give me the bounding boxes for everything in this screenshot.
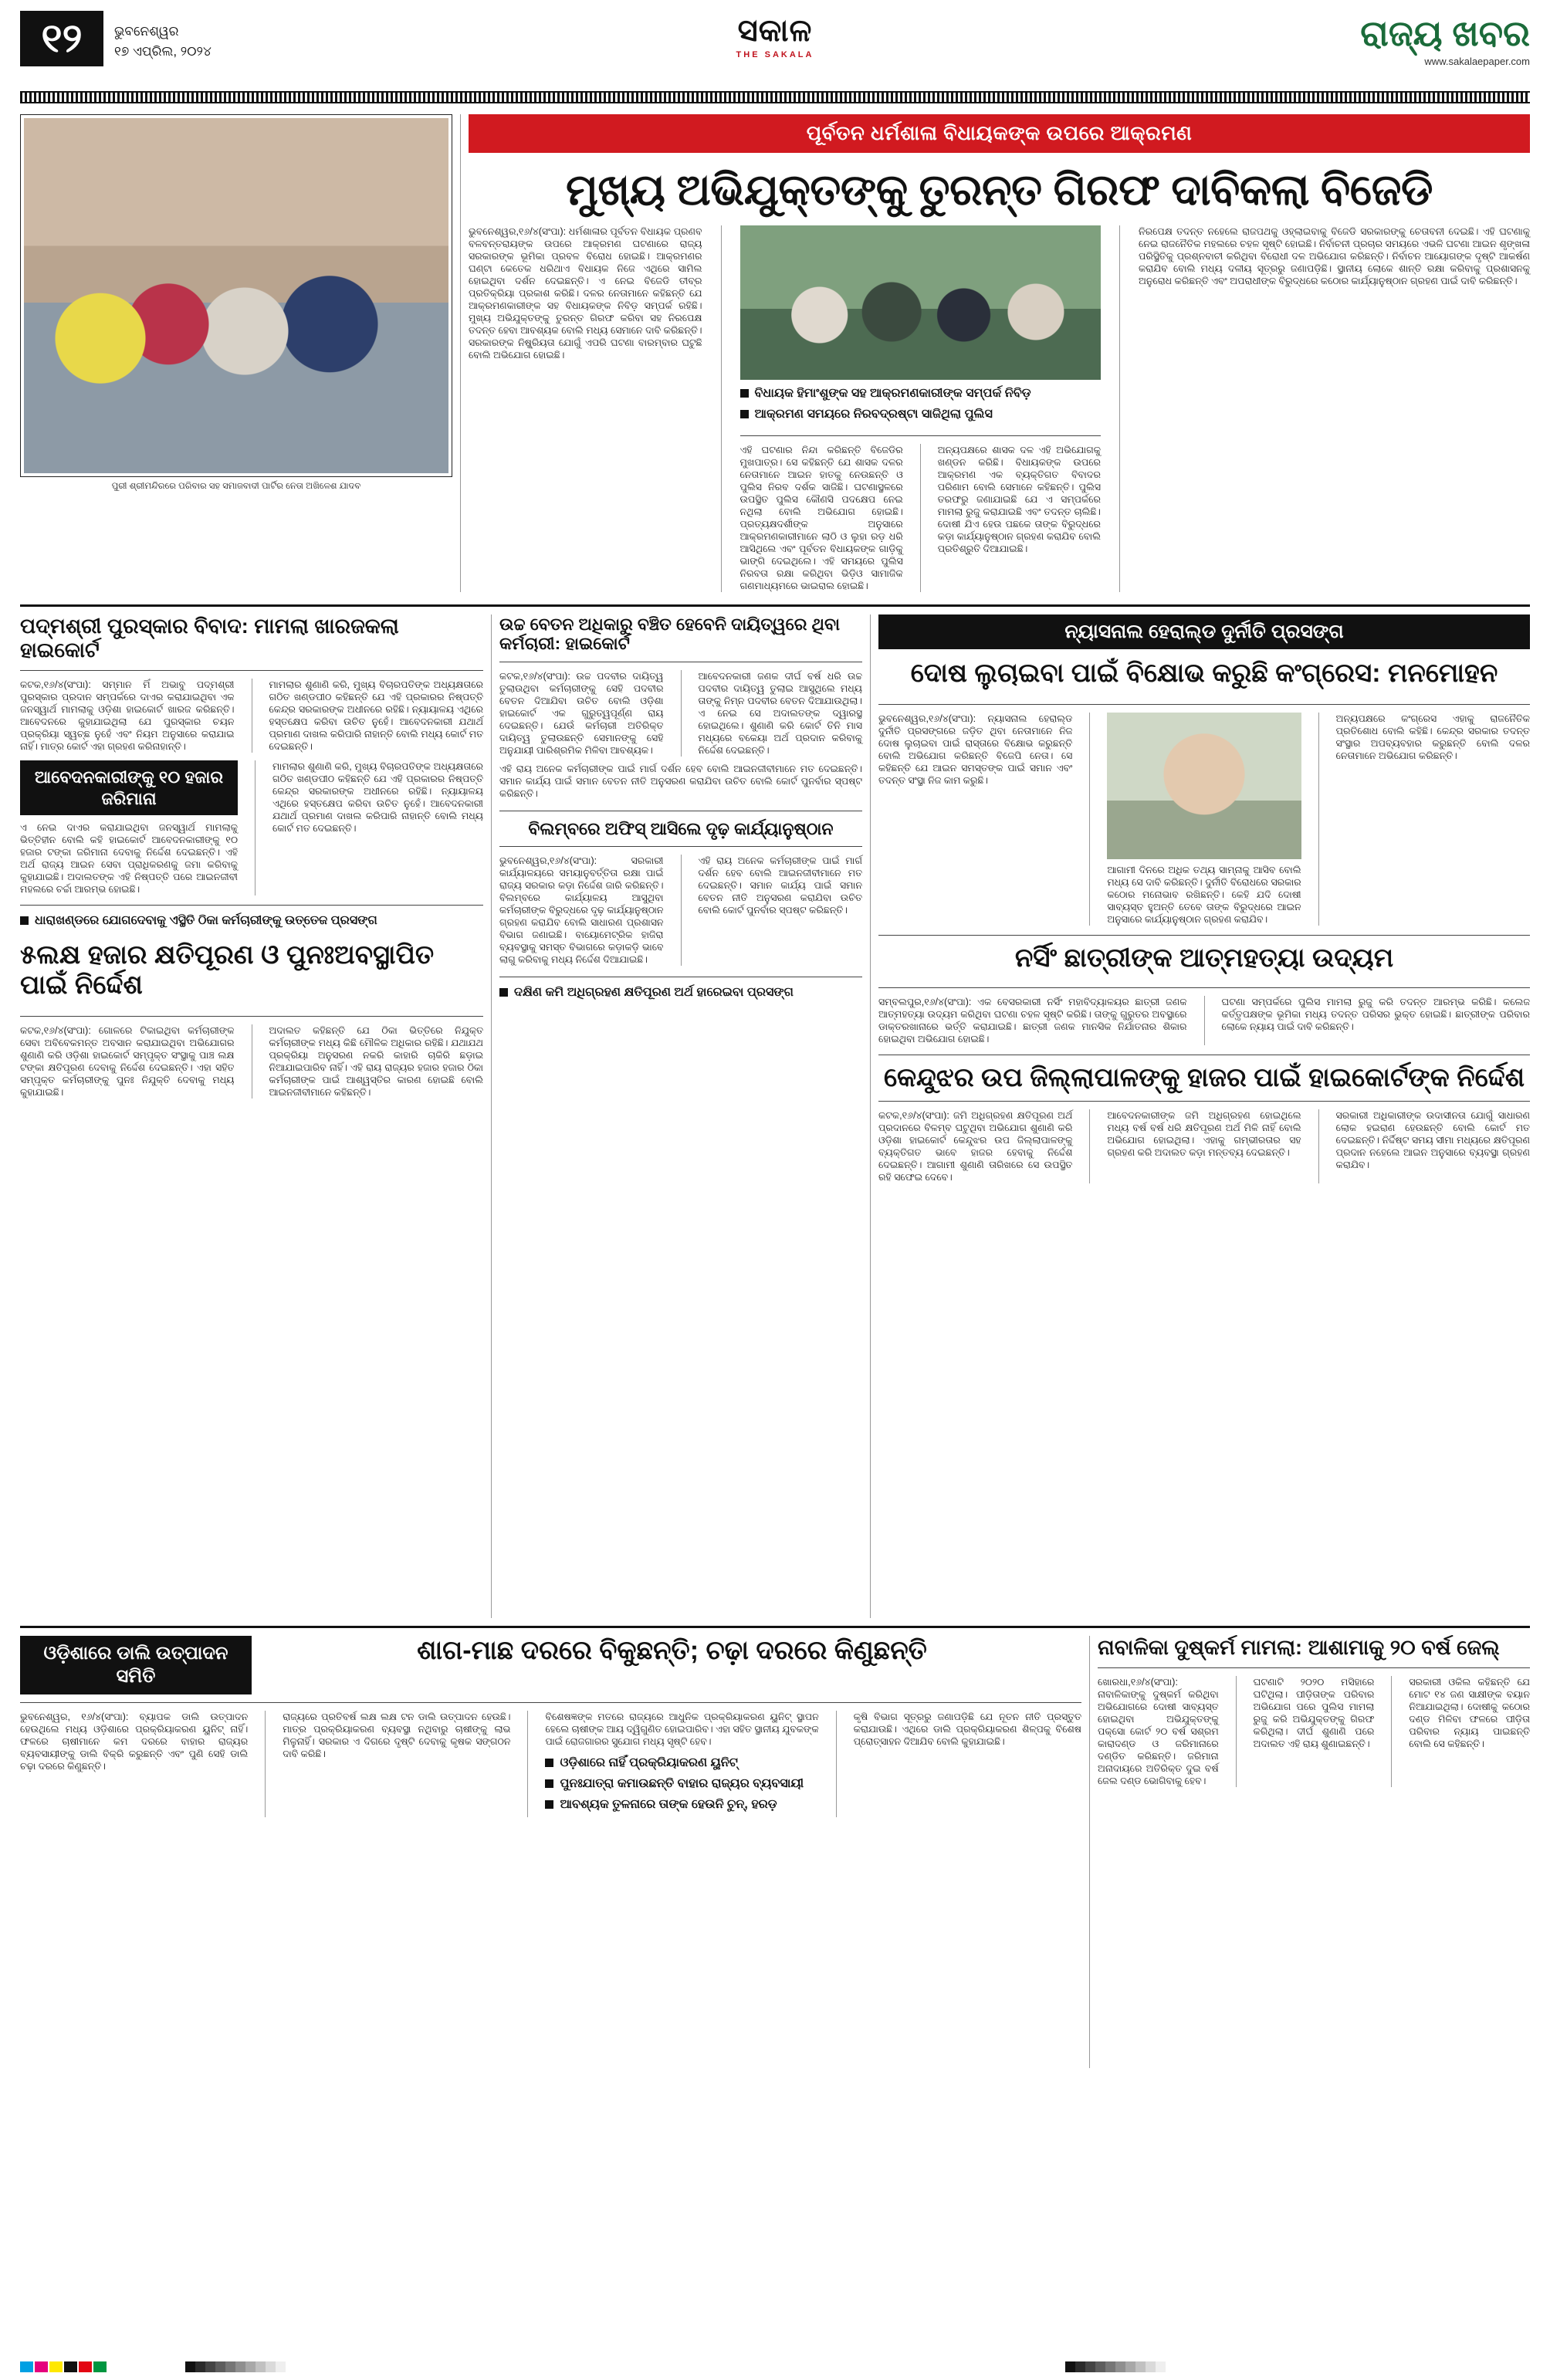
divider	[740, 435, 1102, 436]
lead-col4-text: ନିରପେକ୍ଷ ତଦନ୍ତ ନହେଲେ ରାଜପଥକୁ ଓହ୍ଲାଇବାକୁ ବିଜେଡି ସରକାରଙ୍କୁ ଚେତାବନୀ ଦେଇଛି। ଏହି ଘଟଣାକୁ ନେଇ ରାଜନୈତିକ ମହଲରେ ଚହଳ ସୃଷ୍ଟି ହୋଇଛି। ନିର୍ବାଚନୀ ପ୍ରଚାର ସମୟରେ ଏଭଳି ଘଟଣା ଆଇନ ଶୃଙ୍ଖଳା ପରିସ୍ଥିତିକୁ ପ୍ରଶ୍ନବାଚୀ କରିଥିବା ବିରୋଧୀ ଦଳ ଅଭିଯୋଗ କରିଛନ୍ତି। ନିର୍ବାଚନ ଆୟୋଗଙ୍କ ଦୃଷ୍ଟି ଆକର୍ଷଣ କରାଯିବ ବୋଲି ମଧ୍ୟ ଦଳୀୟ ସୂତ୍ରରୁ ଜଣାପଡ଼ିଛି। ସ୍ଥାନୀୟ ଲୋକେ ଶାନ୍ତି ରକ୍ଷା କରିବାକୁ ପ୍ରଶାସନକୁ ଅନୁରୋଧ କରିଛନ୍ତି ଏବଂ ଅପରାଧୀଙ୍କ ବିରୁଦ୍ଧରେ କଠୋର କାର୍ଯ୍ୟାନୁଷ୍ଠାନ ଗ୍ରହଣ ପାଇଁ ଦାବି କରିଛନ୍ତି।	[1139, 226, 1530, 287]
divider	[836, 1711, 837, 1817]
lead-photo-column	[20, 114, 452, 592]
pulses-bullet-1-text: ଓଡ଼ିଶାରେ ନାହିଁ ପ୍ରକ୍ରିୟାକରଣ ୟୁନିଟ୍	[560, 1755, 738, 1769]
square-bullet-icon	[545, 1759, 553, 1767]
divider	[20, 905, 483, 906]
lead-column-2	[740, 225, 1102, 592]
pulses-bullets	[545, 1755, 818, 1817]
nurse-col1: ସମ୍ବଲପୁର,୧୬/୪(ସଂପା): ଏକ ବେସରକାରୀ ନର୍ସିଂ ମହାବିଦ୍ୟାଳୟର ଛାତ୍ରୀ ଜଣକ ଆତ୍ମହତ୍ୟା ଉଦ୍ୟମ କରିଥିବା ଘଟଣା ଚହଳ ସୃଷ୍ଟି କରିଛି। ତାଙ୍କୁ ଗୁରୁତର ଅବସ୍ଥାରେ ଡାକ୍ତରଖାନାରେ ଭର୍ତ୍ତି କରାଯାଇଛି। ଛାତ୍ରୀ ଜଣକ ମାନସିକ ନିର୍ଯାତନାର ଶିକାର ହୋଇଥିବା ଅଭିଯୋଗ ହୋଇଛି।	[878, 997, 1187, 1045]
lead-bullet-2-text: ଆକ୍ରମଣ ସମୟରେ ନିରବଦ୍ରଷ୍ଟା ସାଜିଥିଲା ପୁଲିସ	[754, 408, 993, 421]
pulses-col1: ଭୁବନେଶ୍ୱର, ୧୬/୪(ସଂପା): ବ୍ୟାପକ ଡାଲି ଉତ୍ପାଦନ ହେଉଥିଲେ ମଧ୍ୟ ଓଡ଼ିଶାରେ ପ୍ରକ୍ରିୟାକରଣ ୟୁନିଟ୍ ନାହିଁ। ଫଳରେ ଚାଷୀମାନେ କମ ଦରରେ ବାହାର ରାଜ୍ୟର ବ୍ୟବସାୟୀଙ୍କୁ ଡାଲି ବିକ୍ରି କରୁଛନ୍ତି ଏବଂ ପୁଣି ସେହି ଡାଲି ଚଢ଼ା ଦରରେ କିଣୁଛନ୍ତି।	[20, 1711, 249, 1772]
keonjhar-headline: କେନ୍ଦୁଝର ଉପ ଜିଲ୍ଲାପାଳଙ୍କୁ ହାଜର ପାଇଁ ହାଇକୋର୍ଟଙ୍କ ନିର୍ଦ୍ଦେଶ	[883, 1063, 1525, 1093]
keonjhar-col2: ଆବେଦନକାରୀଙ୍କ ଜମି ଅଧିଗ୍ରହଣ ହୋଇଥିଲେ ମଧ୍ୟ ବର୍ଷ ବର୍ଷ ଧରି କ୍ଷତିପୂରଣ ଅର୍ଥ ମିଳି ନାହିଁ ବୋଲି ଅଭିଯୋଗ ହୋଇଥିଲା। ଏହାକୁ ଗମ୍ଭୀରତାର ସହ ଗ୍ରହଣ କରି ଅଦାଲତ କଡ଼ା ମନ୍ତବ୍ୟ ଦେଇଛନ୍ତି।	[1107, 1110, 1301, 1159]
keonjhar-body	[878, 1109, 1530, 1183]
herald-headline: ଦୋଷ ଲୁଚାଇବା ପାଇଁ ବିକ୍ଷୋଭ କରୁଛି କଂଗ୍ରେସ: ମନମୋହନ	[910, 658, 1498, 688]
pulses-bullet-2-text: ପୁନଃଯାତ୍ରା କମାଉଛନ୍ତି ବାହାର ରାଜ୍ୟର ବ୍ୟବସାୟୀ	[560, 1776, 804, 1790]
fine-subheadline: ଆବେଦନକାରୀଙ୍କୁ ୧୦ ହଜାର ଜରିମାନା	[20, 760, 238, 815]
square-bullet-icon	[740, 389, 749, 398]
pulses-bullet-2	[545, 1776, 818, 1793]
masthead-right	[1360, 11, 1530, 67]
keonjhar-col3: ସରକାରୀ ଅଧିକାରୀଙ୍କ ଉଦାସୀନତା ଯୋଗୁଁ ସାଧାରଣ ଲୋକ ହଇରାଣ ହେଉଛନ୍ତି ବୋଲି କୋର୍ଟ ମତ ଦେଇଛନ୍ତି। ନିର୍ଦ୍ଦିଷ୍ଟ ସମୟ ସୀମା ମଧ୍ୟରେ କ୍ଷତିପୂରଣ ପ୍ରଦାନ ନହେଲେ ଆଇନ ଅନୁସାରେ ବ୍ୟବସ୍ଥା ଗ୍ରହଣ କରାଯିବ।	[1335, 1110, 1530, 1171]
compensation-col1: କଟକ,୧୬/୪(ସଂପା): ଗୋଳରେ ଟିକାଇଥିବା କର୍ମଚାରୀଙ୍କ ସେବା ଅବିବେକମନ୍ତ ଅବସାନ କରାଯାଇଥିବା ଅଭିଯୋଗର ଶୁଣାଣି କରି ଓଡ଼ିଶା ହାଇକୋର୍ଟ ସମ୍ପୃକ୍ତ ସଂସ୍ଥାକୁ ପାଞ୍ଚ ଲକ୍ଷ ଟଙ୍କା କ୍ଷତିପୂରଣ ଦେବାକୁ ନିର୍ଦ୍ଦେଶ ଦେଇଛନ୍ତି। ଏହା ସହିତ ସମ୍ପୃକ୍ତ କର୍ମଚାରୀଙ୍କୁ ପୁନଃ ନିଯୁକ୍ତି ଦେବାକୁ ମଧ୍ୟ କୁହାଯାଇଛି।	[20, 1025, 235, 1099]
masthead-left	[20, 11, 212, 66]
divider	[460, 114, 461, 592]
nurse-headline: ନର୍ସିଂ ଛାତ୍ରୀଙ୍କ ଆତ୍ମହତ୍ୟା ଉଦ୍ୟମ	[1014, 943, 1394, 973]
divider	[878, 704, 1530, 705]
divider	[878, 935, 1530, 936]
padmashri-sub-block	[20, 760, 483, 895]
pulses-body	[20, 1711, 1081, 1817]
minor-case-col3: ସରକାରୀ ଓକିଲ କହିଛନ୍ତି ଯେ ମୋଟ ୧୪ ଜଣ ସାକ୍ଷୀଙ୍କ ବୟାନ ନିଆଯାଇଥିଲା। ଦୋଷୀକୁ କଠୋର ଦଣ୍ଡ ମିଳିବା ଫଳରେ ପୀଡ଼ିତା ପରିବାର ନ୍ୟାୟ ପାଇଛନ୍ତି ବୋଲି ସେ କହିଛନ୍ତି।	[1409, 1677, 1531, 1750]
wages-body	[499, 670, 862, 757]
swatch-black	[64, 2361, 77, 2372]
swatch-magenta	[35, 2361, 48, 2372]
masthead-rule	[20, 91, 1530, 103]
pulses-story	[20, 1636, 1081, 2068]
herald-body	[878, 713, 1530, 926]
bottom-section	[20, 1636, 1530, 2068]
keonjhar-kicker-text: ଦକ୍ଷିଣ କମି ଅଧିଗ୍ରହଣ କ୍ଷତିପୂରଣ ଅର୍ଥ ହାରେଇବା ପ୍ରସଙ୍ଗ	[514, 985, 794, 999]
divider	[1318, 1109, 1319, 1183]
publication-logo: ସକାଳ	[737, 14, 813, 48]
padmashri-headline: ପଦ୍ମଶ୍ରୀ ପୁରସ୍କାର ବିବାଦ: ମାମଲା ଖାରଜକଲା ହାଇକୋର୍ଟ	[20, 614, 399, 662]
divider	[1089, 713, 1090, 926]
lead-body	[469, 225, 1530, 592]
divider	[1119, 225, 1120, 592]
keonjhar-kicker	[499, 985, 862, 1001]
pulses-col4: କୃଷି ବିଭାଗ ସୂତ୍ରରୁ ଜଣାପଡ଼ିଛି ଯେ ନୂତନ ନୀତି ପ୍ରସ୍ତୁତ କରାଯାଉଛି। ଏଥିରେ ଡାଲି ପ୍ରକ୍ରିୟାକରଣ ଶିଳ୍ପକୁ ବିଶେଷ ପ୍ରୋତ୍ସାହନ ଦିଆଯିବ ବୋଲି କୁହାଯାଇଛି।	[853, 1711, 1081, 1747]
swatch-green	[93, 2361, 107, 2372]
nurse-body	[878, 996, 1530, 1045]
press-conference-figure	[740, 225, 1102, 380]
masthead	[20, 11, 1530, 85]
padmashri-sub-left	[20, 760, 238, 895]
compensation-col2: ଅଦାଲତ କହିଛନ୍ତି ଯେ ଠିକା ଭିତ୍ତିରେ ନିଯୁକ୍ତ କର୍ମଚାରୀଙ୍କ ମଧ୍ୟ କିଛି ମୌଳିକ ଅଧିକାର ରହିଛି। ଯଥାଯଥ ପ୍ରକ୍ରିୟା ଅନୁସରଣ ନକରି କାହାରି ଚାକିରି ଛଡ଼ାଇ ନିଆଯାଇପାରିବ ନାହିଁ। ଏହି ରାୟ ରାଜ୍ୟର ହଜାର ହଜାର ଠିକା କର୍ମଚାରୀଙ୍କ ପାଇଁ ଆଶ୍ୱସ୍ତିର କାରଣ ହୋଇଛି ବୋଲି ଆଇନଜୀବୀମାନେ କହିଛନ୍ତି।	[269, 1025, 483, 1099]
lead-bullet-1-text: ବିଧାୟକ ହିମାଂଶୁଙ୍କ ସହ ଆକ୍ରମଣକାରୀଙ୍କ ସମ୍ପର୍କ ନିବିଡ଼	[754, 387, 1031, 401]
square-bullet-icon	[545, 1779, 553, 1788]
wages-story	[499, 614, 862, 1618]
lead-col1-text: ଭୁବନେଶ୍ୱର,୧୬/୪(ସଂପା): ଧର୍ମଶାଳାର ପୂର୍ବତନ ବିଧାୟକ ପ୍ରଣବ ବଳବନ୍ତରାୟଙ୍କ ଉପରେ ଆକ୍ରମଣ ଘଟଣାରେ ରାଜ୍ୟ ସରକାରଙ୍କ ଭୂମିକା ପ୍ରବଳ ବିରୋଧ ହୋଇଛି। ଆକ୍ରମଣର ଘଣ୍ଟା କେତେକ ଧରିଥାଏ ବିଧାୟକ ନିଜେ ଏଥିରେ ସାମିଲ ହୋଇଥିବା ଦର୍ଶନ ଦେଇଛନ୍ତି। ଏ ନେଇ ବିଜେଡି ତୀବ୍ର ପ୍ରତିକ୍ରିୟା ପ୍ରକାଶ କରିଛି। ଦଳର ନେତାମାନେ କହିଛନ୍ତି ଯେ ଆକ୍ରମଣକାରୀଙ୍କ ସହ ବିଧାୟକଙ୍କ ନିବିଡ଼ ସମ୍ପର୍କ ରହିଛି। ମୁଖ୍ୟ ଅଭିଯୁକ୍ତଙ୍କୁ ତୁରନ୍ତ ଗିରଫ କରିବା ସହ ନିରପେକ୍ଷ ତଦନ୍ତ ହେବା ଆବଶ୍ୟକ ବୋଲି ମଧ୍ୟ ସେମାନେ ଦାବି କରିଛନ୍ତି। ସରକାରଙ୍କ ନିଷ୍କ୍ରିୟତା ଯୋଗୁଁ ଏପରି ଘଟଣା ବାରମ୍ବାର ଘଟୁଛି ବୋଲି ଅଭିଯୋଗ ହୋଇଛି।	[469, 226, 702, 361]
divider	[1204, 996, 1205, 1045]
divider	[721, 225, 722, 592]
compensation-body	[20, 1024, 483, 1099]
compensation-headline: ୫ଲକ୍ଷ ହଜାର କ୍ଷତିପୂରଣ ଓ ପୁନଃଅବସ୍ଥାପିତ ପାଇଁ ନିର୍ଦ୍ଦେଶ	[20, 939, 435, 1000]
divider	[20, 1016, 483, 1017]
divider	[1098, 1667, 1530, 1668]
masthead-date-value: ୧୭ ଏପ୍ରିଲ, ୨୦୨୪	[114, 43, 212, 59]
herald-col1: ଭୁବନେଶ୍ୱର,୧୬/୪(ସଂପା): ନ୍ୟାସନାଲ ହେରାଲ୍ଡ ଦୁର୍ନୀତି ପ୍ରସଙ୍ଗରେ ଜଡ଼ିତ ଥିବା ନେତାମାନେ ନିଜ ଦୋଷ ଲୁଚାଇବା ପାଇଁ ରାସ୍ତାରେ ବିକ୍ଷୋଭ କରୁଛନ୍ତି ବୋଲି ଅଭିଯୋଗ କରିଛନ୍ତି ବିଜେପି ନେତା। ସେ କହିଛନ୍ତି ଯେ ଆଇନ ସମସ୍ତଙ୍କ ପାଇଁ ସମାନ ଏବଂ ତଦନ୍ତ ସଂସ୍ଥା ନିଜ କାମ କରୁଛି।	[878, 713, 1073, 787]
nurse-col2: ଘଟଣା ସମ୍ପର୍କରେ ପୁଲିସ ମାମଲା ରୁଜୁ କରି ତଦନ୍ତ ଆରମ୍ଭ କରିଛି। କଲେଜ କର୍ତ୍ତୃପକ୍ଷଙ୍କ ଭୂମିକା ମଧ୍ୟ ତଦନ୍ତ ପରିସର ଭୁକ୍ତ ହୋଇଛି। ଛାତ୍ରୀଙ୍କ ପରିବାର ଲୋକେ ନ୍ୟାୟ ପାଇଁ ଦାବି କରିଛନ୍ତି।	[1221, 997, 1530, 1033]
wages-col2: ଆବେଦନକାରୀ ଜଣକ ଦୀର୍ଘ ବର୍ଷ ଧରି ଉଚ୍ଚ ପଦବୀର ଦାୟିତ୍ୱ ତୁଲାଇ ଆସୁଥିଲେ ମଧ୍ୟ ତାଙ୍କୁ ନିମ୍ନ ପଦବୀର ବେତନ ଦିଆଯାଉଥିଲା। ଏ ନେଇ ସେ ଅଦାଲତଙ୍କ ଦ୍ୱାରସ୍ଥ ହୋଇଥିଲେ। ଶୁଣାଣି କରି କୋର୍ଟ ତିନି ମାସ ମଧ୍ୟରେ ବକେୟା ଅର୍ଥ ପ୍ରଦାନ କରିବାକୁ ନିର୍ଦ୍ଦେଶ ଦେଇଛନ୍ତି।	[698, 670, 862, 756]
manmohan-portrait-photo	[1107, 713, 1301, 859]
divider	[681, 670, 682, 757]
divider	[1318, 713, 1319, 926]
lead-col2-text-a: ଏହି ଘଟଣାର ନିନ୍ଦା କରିଛନ୍ତି ବିଜେଡିର ମୁଖପାତ୍ର। ସେ କହିଛନ୍ତି ଯେ ଶାସକ ଦଳର ନେତାମାନେ ଆଇନ ହାତକୁ ନେଉଛନ୍ତି ଓ ପୁଲିସ ନିରବ ଦର୍ଶକ ସାଜିଛି। ଘଟଣାସ୍ଥଳରେ ଉପସ୍ଥିତ ପୁଲିସ କୌଣସି ପଦକ୍ଷେପ ନେଇ ନଥିଲା ବୋଲି ଅଭିଯୋଗ ହୋଇଛି। ପ୍ରତ୍ୟକ୍ଷଦର୍ଶୀଙ୍କ ଅନୁସାରେ ଆକ୍ରମଣକାରୀମାନେ ଲାଠି ଓ ଲୁହା ରଡ଼ ଧରି ଆସିଥିଲେ ଏବଂ ପୂର୍ବତନ ବିଧାୟକଙ୍କ ଗାଡ଼ିକୁ ଭାଙ୍ଗି ଦେଇଥିଲେ। ଏହି ସମୟରେ ପୁଲିସ ନିରବତା ରକ୍ଷା କରିଥିବା ଭିଡ଼ିଓ ସାମାଜିକ ଗଣମାଧ୍ୟମରେ ଭାଇରାଲ ହୋଇଛି।	[739, 444, 903, 591]
masthead-logo-block	[736, 14, 814, 59]
office-subheadline: ବିଲମ୍ବରେ ଅଫିସ୍ ଆସିଲେ ଦୃଢ଼ କାର୍ଯ୍ୟାନୁଷ୍ଠାନ	[528, 818, 834, 838]
divider	[20, 1702, 1081, 1703]
lead-section	[20, 114, 1530, 592]
divider	[1089, 1109, 1090, 1183]
divider	[20, 670, 483, 671]
wages-headline: ଉଚ୍ଚ ବେତନ ଅଧିକାରୁ ବଞ୍ଚିତ ହେବେନି ଦାୟିତ୍ୱରେ ଥିବା କର୍ମଚାରୀ: ହାଇକୋର୍ଟ	[499, 614, 840, 654]
pulses-badge: ଓଡ଼ିଶାରେ ଡାଲି ଉତ୍ପାଦନ ସମିତି	[20, 1636, 252, 1694]
minor-case-headline: ନାବାଳିକା ଦୁଷ୍କର୍ମ ମାମଲା: ଆଶାମାକୁ ୨୦ ବର୍ଷ ଜେଲ୍	[1098, 1635, 1500, 1659]
lead-column-3	[1139, 225, 1530, 592]
pulses-head	[20, 1636, 1081, 1694]
divider	[878, 987, 1530, 988]
lead-col2-text-b: ଅନ୍ୟପକ୍ଷରେ ଶାସକ ଦଳ ଏହି ଅଭିଯୋଗକୁ ଖଣ୍ଡନ କରିଛି। ବିଧାୟକଙ୍କ ଉପରେ ଆକ୍ରମଣ ଏକ ବ୍ୟକ୍ତିଗତ ବିବାଦର ପରିଣାମ ବୋଲି ସେମାନେ କହିଛନ୍ତି। ପୁଲିସ ତରଫରୁ ଜଣାଯାଇଛି ଯେ ଏ ସମ୍ପର୍କରେ ମାମଲା ରୁଜୁ କରାଯାଇଛି ଏବଂ ତଦନ୍ତ ଚାଲିଛି। ଦୋଷୀ ଯିଏ ହେଉ ପଛକେ ତାଙ୍କ ବିରୁଦ୍ଧରେ କଡ଼ା କାର୍ଯ୍ୟାନୁଷ୍ଠାନ ଗ୍ରହଣ କରାଯିବ ବୋଲି ପ୍ରତିଶ୍ରୁତି ଦିଆଯାଇଛି।	[937, 444, 1101, 554]
padmashri-sub-right: ମାମଲାର ଶୁଣାଣି କରି, ମୁଖ୍ୟ ବିଚାରପତିଙ୍କ ଅଧ୍ୟକ୍ଷତାରେ ଗଠିତ ଖଣ୍ଡପୀଠ କହିଛନ୍ତି ଯେ ଏହି ପ୍ରକାରର ନିଷ୍ପତ୍ତି କେନ୍ଦ୍ର ସରକାରଙ୍କ ଅଧୀନରେ ରହିଛି। ନ୍ୟାୟାଳୟ ଏଥିରେ ହସ୍ତକ୍ଷେପ କରିବା ଉଚିତ ନୁହେଁ। ଆବେଦନକାରୀ ଯଥାର୍ଥ ପ୍ରମାଣ ଦାଖଲ କରିପାରି ନାହାନ୍ତି ବୋଲି ମଧ୍ୟ କୋର୍ଟ ମତ ଦେଇଛନ୍ତି।	[272, 761, 483, 835]
pulses-col3-wrap	[545, 1711, 818, 1817]
lead-bullet-2	[740, 407, 1102, 423]
office-body	[499, 855, 862, 966]
herald-col3: ଅନ୍ୟପକ୍ଷରେ କଂଗ୍ରେସ ଏହାକୁ ରାଜନୈତିକ ପ୍ରତିଶୋଧ ବୋଲି କହିଛି। କେନ୍ଦ୍ର ସରକାର ତଦନ୍ତ ସଂସ୍ଥାର ଅପବ୍ୟବହାର କରୁଛନ୍ତି ବୋଲି ଦଳର ନେତାମାନେ ଅଭିଯୋଗ କରିଛନ୍ତି।	[1335, 713, 1530, 762]
swatch-red	[79, 2361, 92, 2372]
masthead-date	[114, 11, 212, 61]
herald-col2: ଆଗାମୀ ଦିନରେ ଅଧିକ ତଥ୍ୟ ସାମ୍ନାକୁ ଆସିବ ବୋଲି ମଧ୍ୟ ସେ ଦାବି କରିଛନ୍ତି। ଦୁର୍ନୀତି ବିରୋଧରେ ସରକାର କଠୋର ମନୋଭାବ ରଖିଛନ୍ତି। କେହି ଯଦି ଦୋଷୀ ସାବ୍ୟସ୍ତ ହୁଅନ୍ତି ତେବେ ତାଙ୍କ ବିରୁଦ୍ଧରେ ଆଇନ ଅନୁସାରେ କାର୍ଯ୍ୟାନୁଷ୍ଠାନ ଗ୍ରହଣ କରାଯିବ।	[1107, 865, 1301, 926]
akhilesh-photo-figure	[20, 114, 452, 477]
masthead-date-place: ଭୁବନେଶ୍ୱର	[114, 24, 179, 39]
swatch-cyan	[20, 2361, 33, 2372]
divider	[527, 1711, 528, 1817]
press-conference-photo	[740, 225, 1102, 380]
publication-logo-subtitle: THE SAKALA	[736, 50, 814, 59]
middle-section	[20, 614, 1530, 1618]
pulses-bullet-1	[545, 1755, 818, 1772]
grey-step-wedge-left	[185, 2361, 286, 2372]
keonjhar-col1: କଟକ,୧୬/୪(ସଂପା): ଜମି ଅଧିଗ୍ରହଣ କ୍ଷତିପୂରଣ ଅର୍ଥ ପ୍ରଦାନରେ ବିଳମ୍ବ ଘଟୁଥିବା ଅଭିଯୋଗ ଶୁଣାଣି କରି ଓଡ଼ିଶା ହାଇକୋର୍ଟ କେନ୍ଦୁଝର ଉପ ଜିଲ୍ଲାପାଳଙ୍କୁ ବ୍ୟକ୍ତିଗତ ଭାବେ ହାଜର ହେବାକୁ ନିର୍ଦ୍ଦେଶ ଦେଇଛନ୍ତି। ଆଗାମୀ ଶୁଣାଣି ତାରିଖରେ ସେ ଉପସ୍ଥିତ ରହି ସଫେଇ ଦେବେ।	[878, 1110, 1073, 1183]
manmohan-portrait-figure	[1107, 713, 1301, 859]
pulses-bullet-3	[545, 1797, 818, 1813]
section-divider	[20, 604, 1530, 607]
pulses-bullet-3-text: ଆବଶ୍ୟକ ତୁଳନାରେ ତାଙ୍କ ହେଉନି ଚୁନ୍, ହରଡ଼	[560, 1797, 777, 1811]
grey-step-wedge-right	[1065, 2361, 1166, 2372]
divider	[499, 846, 862, 847]
wages-col3: ଏହି ରାୟ ଅନେକ କର୍ମଚାରୀଙ୍କ ପାଇଁ ମାର୍ଗ ଦର୍ଶନ ହେବ ବୋଲି ଆଇନଜୀବୀମାନେ ମତ ଦେଇଛନ୍ତି। ସମାନ କାର୍ଯ୍ୟ ପାଇଁ ସମାନ ବେତନ ନୀତି ଅନୁସରଣ କରାଯିବା ଉଚିତ ବୋଲି କୋର୍ଟ ପୁନର୍ବାର ସ୍ପଷ୍ଟ କରିଛନ୍ତି।	[499, 763, 862, 799]
compensation-kicker-text: ଧାରାଖଣ୍ଡରେ ଯୋଗଦେବାକୁ ଏସ୍ଥିତି ଠିକା କର୍ମଚାରୀଙ୍କୁ ଉତ୍ତେଜ ପ୍ରସଙ୍ଗ	[35, 914, 377, 928]
square-bullet-icon	[499, 988, 508, 997]
pulses-col3: ବିଶେଷଜ୍ଞଙ୍କ ମତରେ ରାଜ୍ୟରେ ଆଧୁନିକ ପ୍ରକ୍ରିୟାକରଣ ୟୁନିଟ୍ ସ୍ଥାପନ ହେଲେ ଚାଷୀଙ୍କ ଆୟ ଦ୍ୱିଗୁଣିତ ହୋଇପାରିବ। ଏହା ସହିତ ସ୍ଥାନୀୟ ଯୁବକଙ୍କ ପାଇଁ ରୋଜଗାରର ସୁଯୋଗ ମଧ୍ୟ ସୃଷ୍ଟି ହେବ।	[545, 1711, 819, 1747]
divider	[255, 760, 256, 895]
padmashri-col2: ମାମଲାର ଶୁଣାଣି କରି, ମୁଖ୍ୟ ବିଚାରପତିଙ୍କ ଅଧ୍ୟକ୍ଷତାରେ ଗଠିତ ଖଣ୍ଡପୀଠ କହିଛନ୍ତି ଯେ ଏହି ପ୍ରକାରର ନିଷ୍ପତ୍ତି କେନ୍ଦ୍ର ସରକାରଙ୍କ ଅଧୀନରେ ରହିଛି। ନ୍ୟାୟାଳୟ ଏଥିରେ ହସ୍ତକ୍ଷେପ କରିବା ଉଚିତ ନୁହେଁ। ଆବେଦନକାରୀ ଯଥାର୍ଥ ପ୍ରମାଣ ଦାଖଲ କରିପାରି ନାହାନ୍ତି ବୋଲି ମଧ୍ୟ କୋର୍ଟ ମତ ଦେଇଛନ୍ତି।	[269, 679, 483, 753]
website-url[interactable]: www.sakalaepaper.com	[1424, 56, 1530, 67]
divider	[920, 444, 921, 592]
office-col2: ଏହି ରାୟ ଅନେକ କର୍ମଚାରୀଙ୍କ ପାଇଁ ମାର୍ଗ ଦର୍ଶନ ହେବ ବୋଲି ଆଇନଜୀବୀମାନେ ମତ ଦେଇଛନ୍ତି। ସମାନ କାର୍ଯ୍ୟ ପାଇଁ ସମାନ ବେତନ ନୀତି ଅନୁସରଣ କରାଯିବା ଉଚିତ ବୋଲି କୋର୍ଟ ପୁନର୍ବାର ସ୍ପଷ୍ଟ କରିଛନ୍ତି।	[698, 855, 862, 916]
akhilesh-photo-caption: ପୁରୀ ଶ୍ରୀମନ୍ଦିରରେ ପରିବାର ସହ ସମାଜବାଦୀ ପାର୍ଟିର ନେତା ଅଖିଳେଶ ଯାଦବ	[111, 482, 361, 491]
cmyk-registration-bar	[20, 2361, 107, 2372]
fine-sub-text: ଏ ନେଇ ଦାଏର କରାଯାଇଥିବା ଜନସ୍ୱାର୍ଥ ମାମଲାକୁ ଭିତ୍ତିହୀନ ବୋଲି କହି ହାଇକୋର୍ଟ ଆବେଦନକାରୀଙ୍କୁ ୧୦ ହଜାର ଟଙ୍କା ଜରିମାନା ଦେବାକୁ ନିର୍ଦ୍ଦେଶ ଦେଇଛନ୍ତି। ଏହି ଅର୍ଥ ରାଜ୍ୟ ଆଇନ ସେବା ପ୍ରାଧିକରଣକୁ ଜମା କରିବାକୁ କୁହାଯାଇଛି। ଅଦାଲତଙ୍କ ଏହି ନିଷ୍ପତ୍ତି ପରେ ଆଇନଜୀବୀ ମହଲରେ ଚର୍ଚ୍ଚା ଆରମ୍ଭ ହୋଇଛି।	[20, 822, 238, 895]
divider	[870, 614, 871, 1618]
minor-case-col2: ଘଟଣାଟି ୨୦୨୦ ମସିହାରେ ଘଟିଥିଲା। ପୀଡ଼ିତାଙ୍କ ପରିବାର ଅଭିଯୋଗ ପରେ ପୁଲିସ ମାମଲା ରୁଜୁ କରି ଅଭିଯୁକ୍ତଙ୍କୁ ଗିରଫ କରିଥିଲା। ଦୀର୍ଘ ଶୁଣାଣି ପରେ ଅଦାଲତ ଏହି ରାୟ ଶୁଣାଇଛନ୍ତି।	[1253, 1677, 1375, 1750]
minor-case-body	[1098, 1676, 1530, 1787]
herald-story	[878, 614, 1530, 1618]
square-bullet-icon	[20, 916, 29, 925]
akhilesh-photo	[24, 118, 448, 473]
pulses-col2: ରାଜ୍ୟରେ ପ୍ରତିବର୍ଷ ଲକ୍ଷ ଲକ୍ଷ ଟନ ଡାଲି ଉତ୍ପାଦନ ହେଉଛି। ମାତ୍ର ପ୍ରକ୍ରିୟାକରଣ ବ୍ୟବସ୍ଥା ନଥିବାରୁ ଚାଷୀଙ୍କୁ ଲାଭ ମିଳୁନାହିଁ। ସରକାର ଏ ଦିଗରେ ଦୃଷ୍ଟି ଦେବାକୁ କୃଷକ ସଙ୍ଗଠନ ଦାବି କରିଛି।	[283, 1711, 511, 1759]
lead-kicker-bar: ପୂର୍ବତନ ଧର୍ମଶାଳା ବିଧାୟକଙ୍କ ଉପରେ ଆକ୍ରମଣ	[469, 114, 1530, 153]
herald-topbar: ନ୍ୟାସନାଲ ହେରାଲ୍ଡ ଦୁର୍ନୀତି ପ୍ରସଙ୍ଗ	[878, 614, 1530, 649]
divider	[1391, 1676, 1392, 1787]
lead-bullets	[740, 386, 1102, 428]
page-number: ୧୨	[20, 11, 103, 66]
lead-bullet-1	[740, 386, 1102, 402]
divider	[1089, 1636, 1090, 2068]
divider	[878, 1101, 1530, 1102]
square-bullet-icon	[740, 410, 749, 418]
minor-case-col1: ଖୋରଧା,୧୬/୪(ସଂପା): ନାବାଳିକାଙ୍କୁ ଦୁଷ୍କର୍ମ କରିଥିବା ଅଭିଯୋଗରେ ଦୋଷୀ ସାବ୍ୟସ୍ତ ହୋଇଥିବା ଅଭିଯୁକ୍ତଙ୍କୁ ପକ୍ସୋ କୋର୍ଟ ୨୦ ବର୍ଷ ସଶ୍ରମ କାରାଦଣ୍ଡ ଓ ଜରିମାନାରେ ଦଣ୍ଡିତ କରିଛନ୍ତି। ଜରିମାନା ଅନାଦାୟରେ ଅତିରିକ୍ତ ଦୁଇ ବର୍ଷ ଜେଲ ଦଣ୍ଡ ଭୋଗିବାକୁ ହେବ।	[1098, 1677, 1219, 1787]
divider	[681, 855, 682, 966]
lead-headline: ମୁଖ୍ୟ ଅଭିଯୁକ୍ତଙ୍କୁ ତୁରନ୍ତ ଗିରଫ ଦାବିକଲା ବିଜେଡି	[566, 165, 1433, 214]
section-divider	[20, 1626, 1530, 1628]
herald-col2-wrap	[1107, 713, 1301, 926]
divider	[491, 614, 492, 1618]
divider	[265, 1711, 266, 1817]
pulses-headline: ଶାଗ-ମାଛ ଦରରେ ବିକୁଛନ୍ତି; ଚଢ଼ା ଦରରେ କିଣୁଛନ୍ତି	[417, 1635, 927, 1665]
swatch-yellow	[49, 2361, 63, 2372]
lead-column-1	[469, 225, 702, 592]
divider	[1236, 1676, 1237, 1787]
lead-story	[469, 114, 1530, 592]
compensation-kicker	[20, 913, 483, 929]
section-title: ରାଜ୍ୟ ଖବର	[1360, 13, 1530, 53]
padmashri-col1: କଟକ,୧୬/୪(ସଂପା): ସମ୍ମାନ ମିଁ ଅଭାବୁ ପଦ୍ମଶ୍ରୀ ପୁରସ୍କାର ପ୍ରଦାନ ସମ୍ପର୍କରେ ଦାଏର କରାଯାଇଥିବା ଏକ ଜନସ୍ୱାର୍ଥ ମାମଲାକୁ ଓଡ଼ିଶା ହାଇକୋର୍ଟ ଖାରଜ କରିଛନ୍ତି। ଆବେଦନରେ କୁହାଯାଇଥିଲା ଯେ ପୁରସ୍କାର ଚୟନ ପ୍ରକ୍ରିୟା ସ୍ୱଚ୍ଛ ନୁହେଁ ଏବଂ ନିୟମ ଅନୁସାରେ କରାଯାଇ ନାହିଁ। ମାତ୍ର କୋର୍ଟ ଏହା ଗ୍ରହଣ କରିନାହାନ୍ତି।	[20, 679, 235, 753]
wages-col1: କଟକ,୧୬/୪(ସଂପା): ଉଚ୍ଚ ପଦବୀର ଦାୟିତ୍ୱ ତୁଲାଉଥିବା କର୍ମଚାରୀଙ୍କୁ ସେହି ପଦବୀର ବେତନ ଦିଆଯିବା ଉଚିତ ବୋଲି ଓଡ଼ିଶା ହାଇକୋର୍ଟ ଏକ ଗୁରୁତ୍ୱପୂର୍ଣ୍ଣ ରାୟ ଦେଇଛନ୍ତି। ଯେଉଁ କର୍ମଚାରୀ ଅତିରିକ୍ତ ଦାୟିତ୍ୱ ତୁଲାଉଛନ୍ତି ସେମାନଙ୍କୁ ସେହି ଅନୁଯାୟୀ ପାରିଶ୍ରମିକ ମିଳିବା ଆବଶ୍ୟକ।	[499, 670, 664, 756]
office-col1: ଭୁବନେଶ୍ୱର,୧୬/୪(ସଂପା): ସରକାରୀ କାର୍ଯ୍ୟାଳୟରେ ସମୟାନୁବର୍ତ୍ତିତା ରକ୍ଷା ପାଇଁ ରାଜ୍ୟ ସରକାର କଡ଼ା ନିର୍ଦ୍ଦେଶ ଜାରି କରିଛନ୍ତି। ବିଲମ୍ବରେ କାର୍ଯ୍ୟାଳୟ ଆସୁଥିବା କର୍ମଚାରୀଙ୍କ ବିରୁଦ୍ଧରେ ଦୃଢ଼ କାର୍ଯ୍ୟାନୁଷ୍ଠାନ ଗ୍ରହଣ କରାଯିବ ବୋଲି ସାଧାରଣ ପ୍ରଶାସନ ବିଭାଗ ଜଣାଇଛି। ବାୟୋମେଟ୍ରିକ ହାଜିରା ବ୍ୟବସ୍ଥାକୁ ସମସ୍ତ ବିଭାଗରେ କଡ଼ାକଡ଼ି ଭାବେ ଲାଗୁ କରିବାକୁ ମଧ୍ୟ ନିର୍ଦ୍ଦେଶ ଦିଆଯାଇଛି।	[499, 855, 664, 965]
minor-case-story	[1098, 1636, 1530, 2068]
padmashri-story	[20, 614, 483, 1618]
lead-subcolumns	[740, 444, 1102, 592]
padmashri-body	[20, 679, 483, 753]
square-bullet-icon	[545, 1800, 553, 1809]
